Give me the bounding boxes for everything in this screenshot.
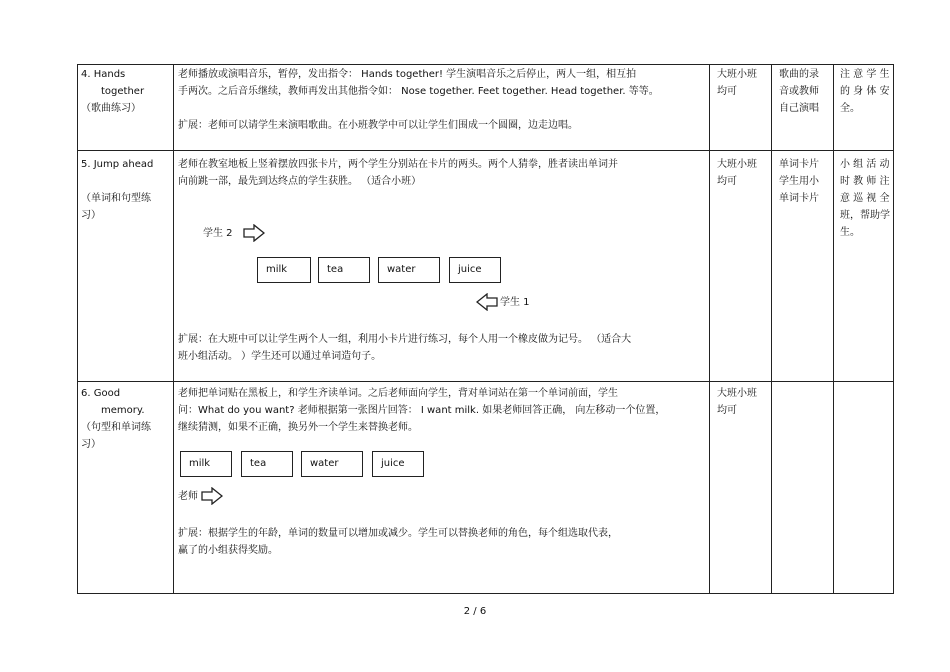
extension-line: 赢了的小组获得奖励。 xyxy=(178,545,278,556)
activity-title-line: 6. Good xyxy=(81,388,121,399)
word-card-juice: juice xyxy=(449,257,501,283)
class-size-line: 均可 xyxy=(717,405,737,416)
word-card-juice: juice xyxy=(372,451,424,477)
notes-line: 全。 xyxy=(840,103,860,114)
page-number: 2 / 6 xyxy=(463,606,487,617)
column-divider-4 xyxy=(833,64,834,594)
notes-line: 意 巡 视 全 xyxy=(840,193,890,204)
activity-title-line: 5. Jump ahead xyxy=(81,159,154,170)
description-line: 继续猜测，如果不正确，换另外一个学生来替换老师。 xyxy=(178,422,418,433)
description-line: 老师在教室地板上竖着摆放四张卡片，两个学生分别站在卡片的两头。两个人猜拳，胜者读出单词并 xyxy=(178,159,618,170)
notes-line: 小 组 活 动 xyxy=(840,159,890,170)
materials-line: 学生用小 xyxy=(779,176,819,187)
activity-subtitle: （单词和句型练 xyxy=(81,193,151,204)
activity-title-line: together xyxy=(101,86,145,97)
notes-line: 时 教 师 注 xyxy=(840,176,890,187)
class-size-line: 均可 xyxy=(717,176,737,187)
description-line: 向前跳一部，最先到达终点的学生获胜。 （适合小班） xyxy=(178,176,422,187)
column-divider-1 xyxy=(173,64,174,594)
word-card-water: water xyxy=(301,451,363,477)
description-line: 手两次。之后音乐继续，教师再发出其他指令如： Nose together. Feet together. Head together. 等等。 xyxy=(178,86,659,97)
activity-title-line: memory. xyxy=(101,405,145,416)
activity-subtitle: 习） xyxy=(81,210,101,221)
extension-line: 扩展：根据学生的年龄，单词的数量可以增加或减少。学生可以替换老师的角色，每个组选取代表， xyxy=(178,528,618,539)
materials-line: 单词卡片 xyxy=(779,159,819,170)
student-2-label: 学生 2 xyxy=(203,228,233,239)
student-1-label: 学生 1 xyxy=(500,297,530,308)
word-card-milk: milk xyxy=(257,257,311,283)
extension-line: 班小组活动。 ）学生还可以通过单词造句子。 xyxy=(178,351,382,362)
notes-line: 注 意 学 生 xyxy=(840,69,890,80)
materials-line: 音或教师 xyxy=(779,86,819,97)
class-size-line: 大班小班 xyxy=(717,159,757,170)
activity-subtitle: 习） xyxy=(81,439,101,450)
description-line: 老师播放或演唱音乐，暂停，发出指令： Hands together! 学生演唱音乐之后停止，两人一组，相互拍 xyxy=(178,69,637,80)
class-size-line: 均可 xyxy=(717,86,737,97)
activity-title-line: 4. Hands xyxy=(81,69,126,80)
activity-subtitle: （歌曲练习） xyxy=(81,103,141,114)
notes-line: 生。 xyxy=(840,227,860,238)
word-card-tea: tea xyxy=(241,451,293,477)
class-size-line: 大班小班 xyxy=(717,388,757,399)
word-card-water: water xyxy=(378,257,440,283)
column-divider-2 xyxy=(709,64,710,594)
column-divider-3 xyxy=(771,64,772,594)
class-size-line: 大班小班 xyxy=(717,69,757,80)
notes-line: 的 身 体 安 xyxy=(840,86,890,97)
right-arrow-icon xyxy=(201,487,223,505)
right-arrow-icon xyxy=(243,224,265,242)
notes-line: 班，帮助学 xyxy=(840,210,890,221)
description-line: 问：What do you want? 老师根据第一张图片回答： I want milk. 如果老师回答正确， 向左移动一个位置， xyxy=(178,405,666,416)
teacher-label: 老师 xyxy=(178,491,198,502)
materials-line: 歌曲的录 xyxy=(779,69,819,80)
activity-subtitle: （句型和单词练 xyxy=(81,422,151,433)
table-right-border xyxy=(893,64,894,594)
description-line: 老师把单词贴在黑板上，和学生齐读单词。之后老师面向学生，背对单词站在第一个单词前面，学生 xyxy=(178,388,618,399)
table-left-border xyxy=(77,64,78,594)
materials-line: 自己演唱 xyxy=(779,103,819,114)
word-card-milk: milk xyxy=(180,451,232,477)
materials-line: 单词卡片 xyxy=(779,193,819,204)
extension-line: 扩展：老师可以请学生来演唱歌曲。在小班教学中可以让学生们围成一个圆圈，边走边唱。 xyxy=(178,120,578,131)
left-arrow-icon xyxy=(476,293,498,311)
extension-line: 扩展：在大班中可以让学生两个人一组，利用小卡片进行练习，每个人用一个橡皮做为记号。 （适合大 xyxy=(178,334,632,345)
word-card-tea: tea xyxy=(318,257,370,283)
